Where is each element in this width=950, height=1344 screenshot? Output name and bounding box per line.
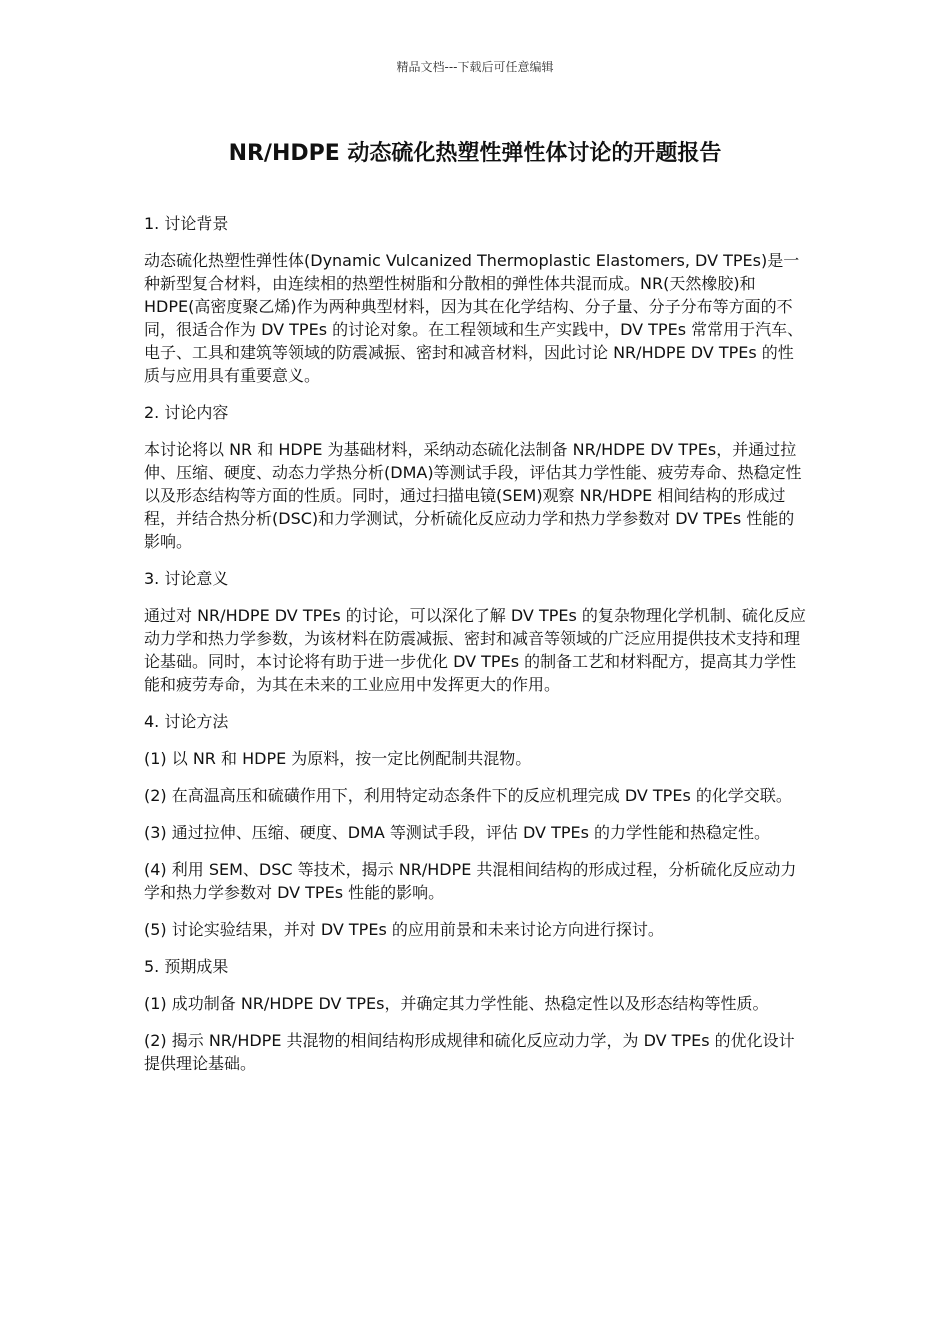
paragraph-content: 本讨论将以 NR 和 HDPE 为基础材料，采纳动态硫化法制备 NR/HDPE DV TPEs，并通过拉伸、压缩、硬度、动态力学热分析(DMA)等测试手段，评估其力学性能、疲劳寿命、热稳定性以及形态结构等方面的性质。同时，通过扫描电镜(SEM)观察 NR/HDPE 相间结构的形成过程，并结合热分析(DSC)和力学测试，分析硫化反应动力学和热力学参数对 DV TPEs 性能的影响。	[144, 440, 802, 551]
method-item-1: (1) 以 NR 和 HDPE 为原料，按一定比例配制共混物。	[144, 749, 532, 768]
paragraph-significance: 通过对 NR/HDPE DV TPEs 的讨论，可以深化了解 DV TPEs 的复杂物理化学机制、硫化反应动力学和热力学参数，为该材料在防震减振、密封和减音等领域的广泛应用提供技术支持和理论基础。同时，本讨论将有助于进一步优化 DV TPEs 的制备工艺和材料配方，提高其力学性能和疲劳寿命，为其在未来的工业应用中发挥更大的作用。	[144, 606, 806, 694]
document-body	[144, 212, 806, 1089]
section-heading-methods: 4. 讨论方法	[144, 712, 229, 731]
section-heading-outcomes: 5. 预期成果	[144, 957, 229, 976]
document-title: NR/HDPE 动态硫化热塑性弹性体讨论的开题报告	[228, 141, 722, 166]
header-note: 精品文档---下载后可任意编辑	[396, 60, 554, 74]
method-item-3: (3) 通过拉伸、压缩、硬度、DMA 等测试手段，评估 DV TPEs 的力学性能和热稳定性。	[144, 823, 771, 842]
outcome-item-1: (1) 成功制备 NR/HDPE DV TPEs，并确定其力学性能、热稳定性以及形态结构等性质。	[144, 994, 769, 1013]
paragraph-background: 动态硫化热塑性弹性体(Dynamic Vulcanized Thermoplastic Elastomers, DV TPEs)是一种新型复合材料，由连续相的热塑性树脂和分散相的弹性体共混而成。NR(天然橡胶)和 HDPE(高密度聚乙烯)作为两种典型材料，因为其在化学结构、分子量、分子分布等方面的不同，很适合作为 DV TPEs 的讨论对象。在工程领域和生产实践中，DV TPEs 常常用于汽车、电子、工具和建筑等领域的防震减振、密封和减音材料，因此讨论 NR/HDPE DV TPEs 的性质与应用具有重要意义。	[144, 251, 804, 385]
method-item-4: (4) 利用 SEM、DSC 等技术，揭示 NR/HDPE 共混相间结构的形成过程，分析硫化反应动力学和热力学参数对 DV TPEs 性能的影响。	[144, 860, 797, 902]
method-item-2: (2) 在高温高压和硫磺作用下，利用特定动态条件下的反应机理完成 DV TPEs 的化学交联。	[144, 786, 792, 805]
outcome-item-2: (2) 揭示 NR/HDPE 共混物的相间结构形成规律和硫化反应动力学，为 DV TPEs 的优化设计提供理论基础。	[144, 1031, 795, 1073]
section-heading-significance: 3. 讨论意义	[144, 569, 229, 588]
section-heading-content: 2. 讨论内容	[144, 403, 229, 422]
method-item-5: (5) 讨论实验结果，并对 DV TPEs 的应用前景和未来讨论方向进行探讨。	[144, 920, 664, 939]
section-heading-background: 1. 讨论背景	[144, 214, 229, 233]
